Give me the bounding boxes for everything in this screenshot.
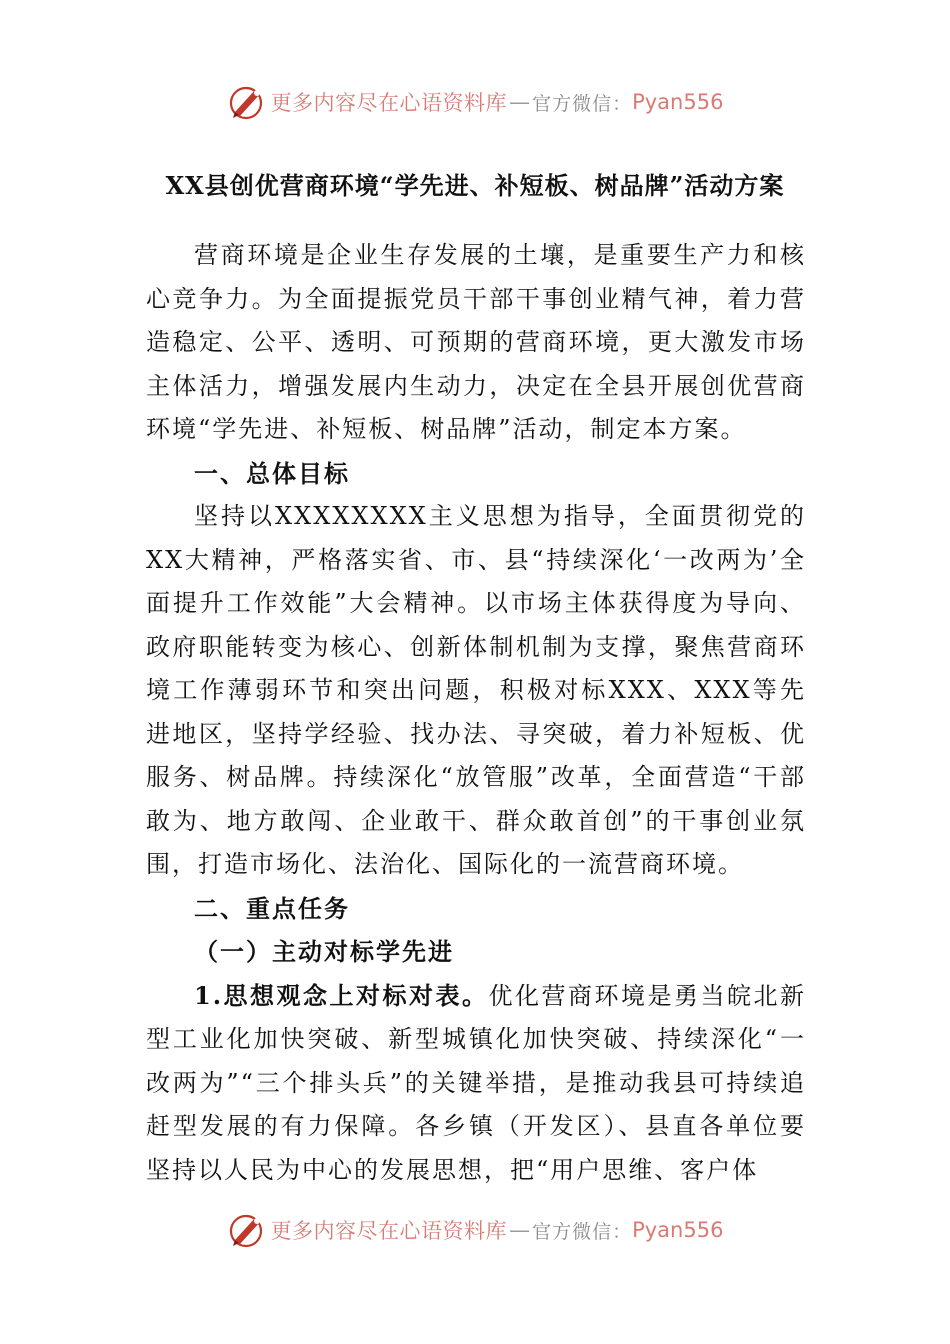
pen-logo-icon [227,1210,267,1250]
document-title: XX县创优营商环境“学先进、补短板、树品牌”活动方案 [165,171,785,200]
overall-goal-paragraph: 坚持以XXXXXXXX主义思想为指导，全面贯彻党的XX大精神，严格落实省、市、县“持续深化‘一改两为’全面提升工作效能”大会精神。以市场主体获得度为导向、政府职能转变为核心、创新体制机制为支撑，聚焦营商环境工作薄弱环节和突出问题，积极对标XXX、XXX等先进地区，坚持学经验、找办法、寻突破，着力补短板、优服务、树品牌。持续深化“放管服”改革，全面营造“干部敢为、地方敢闯、企业敢干、群众敢首创”的干事创业氛围，打造市场化、法治化、国际化的一流营商环境。 [146,502,806,878]
header-watermark-banner [0,80,950,124]
banner-wechat-label: 官方微信： [532,92,633,115]
section-heading-key-tasks: 二、重点任务 [194,893,350,923]
banner-separator: — [509,1218,531,1242]
banner-separator: — [509,90,531,114]
intro-paragraph: 营商环境是企业生存发展的土壤，是重要生产力和核心竞争力。为全面提振党员干部干事创业精气神，着力营造稳定、公平、透明、可预期的营商环境，更大激发市场主体活力，增强发展内生动力，决定在全县开展创优营商环境“学先进、补短板、树品牌”活动，制定本方案。 [146,241,806,443]
banner-main-text: 更多内容尽在心语资料库 [270,1219,508,1243]
subsection-heading-learn-from-advanced: （一）主动对标学先进 [194,937,454,966]
section-heading-overall-goal: 一、总体目标 [194,458,350,488]
document-body [146,234,806,1192]
banner-wechat-label: 官方微信： [532,1220,633,1243]
footer-watermark-banner [0,1208,950,1252]
pen-logo-icon [227,82,267,122]
banner-main-text: 更多内容尽在心语资料库 [270,91,508,115]
item-1-lead: 1.思想观念上对标对表。 [194,980,489,1010]
item-1-body: 优化营商环境是勇当皖北新型工业化加快突破、新型城镇化加快突破、持续深化“一改两为”“三个排头兵”的关键举措，是推动我县可持续追赶型发展的有力保障。各乡镇（开发区）、县直各单位要坚持以人民为中心的发展思想，把“用户思维、客户体 [146,981,806,1184]
item-1-paragraph [146,974,806,1193]
banner-wechat-id: Pyan556 [632,90,724,114]
banner-wechat-id: Pyan556 [632,1218,724,1242]
